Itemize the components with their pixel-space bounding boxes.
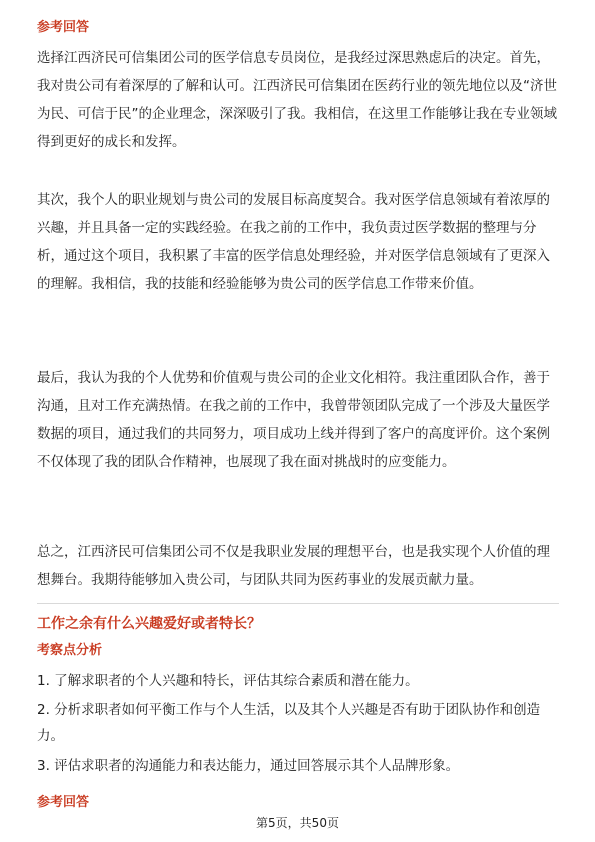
answer-paragraph-4: 总之，江西济民可信集团公司不仅是我职业发展的理想平台，也是我实现个人价值的理想舞台。我期待能够加入贵公司，与团队共同为医药事业的发展贡献力量。 [37, 544, 550, 588]
analysis-item-3: 3. 评估求职者的沟通能力和表达能力，通过回答展示其个人品牌形象。 [37, 758, 460, 774]
analysis-item-1: 1. 了解求职者的个人兴趣和特长，评估其综合素质和潜在能力。 [37, 673, 419, 689]
answer-paragraph-3: 最后，我认为我的个人优势和价值观与贵公司的企业文化相符。我注重团队合作，善于沟通，且对工作充满热情。在我之前的工作中，我曾带领团队完成了一个涉及大量医学数据的项目，通过我们的共同努力，项目成功上线并得到了客户的高度评价。这个案例不仅体现了我的团队合作精神，也展现了我在面对挑战时的应变能力。 [37, 370, 550, 470]
analysis-item-2: 2. 分析求职者如何平衡工作与个人生活，以及其个人兴趣是否有助于团队协作和创造力。 [37, 702, 541, 744]
section-divider [37, 603, 559, 604]
question-heading: 工作之余有什么兴趣爱好或者特长？ [37, 616, 261, 632]
answer-paragraph-1: 选择江西济民可信集团公司的医学信息专员岗位，是我经过深思熟虑后的决定。首先，我对贵公司有着深厚的了解和认可。江西济民可信集团在医药行业的领先地位以及“济世为民、可信于民”的企业理念，深深吸引了我。我相信，在这里工作能够让我在专业领域得到更好的成长和发挥。 [37, 50, 557, 150]
answer-paragraph-2: 其次，我个人的职业规划与贵公司的发展目标高度契合。我对医学信息领域有着浓厚的兴趣，并且具备一定的实践经验。在我之前的工作中，我负责过医学数据的整理与分析，通过这个项目，我积累了丰富的医学信息处理经验，并对医学信息领域有了更深入的理解。我相信，我的技能和经验能够为贵公司的医学信息工作带来价值。 [37, 192, 550, 292]
page-footer: 第5页，共50页 [256, 816, 339, 830]
analysis-label: 考察点分析 [37, 643, 103, 658]
answer-label-2: 参考回答 [37, 795, 90, 810]
answer-label: 参考回答 [37, 20, 90, 35]
